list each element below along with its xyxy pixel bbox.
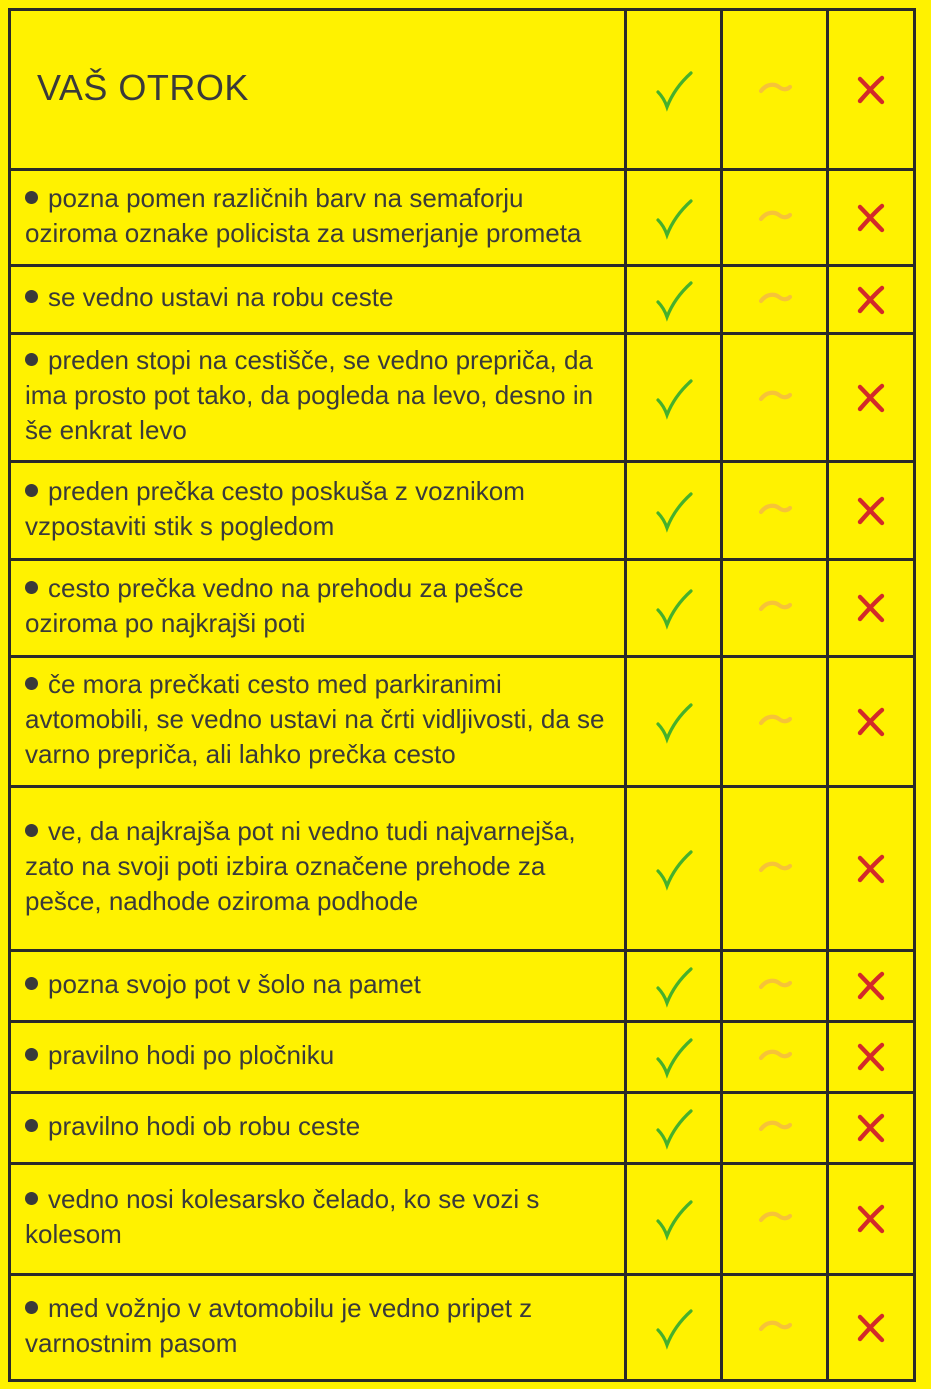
item-label: vedno nosi kolesarsko čelado, ko se vozi s kolesom: [25, 1184, 540, 1249]
item-label: ve, da najkrajša pot ni vedno tudi najvarnejša, zato na svoji poti izbira označene prehode za pešce, nadhode oziroma podhode: [25, 816, 576, 916]
rating-cell-cross[interactable]: [829, 8, 916, 171]
check-icon: [652, 847, 696, 891]
bullet-icon: [25, 581, 38, 594]
rating-cell-cross[interactable]: [829, 1094, 916, 1165]
rating-cell-cross[interactable]: [829, 658, 916, 788]
cross-icon: [849, 278, 893, 322]
list-item: [25, 343, 610, 448]
check-icon: [652, 586, 696, 630]
rating-cell-check[interactable]: [627, 1094, 723, 1165]
rating-cell-cross[interactable]: [829, 561, 916, 658]
rating-cell-tilde[interactable]: [723, 1276, 829, 1382]
cross-icon: [849, 964, 893, 1008]
rating-cell-tilde[interactable]: [723, 788, 829, 952]
item-label: če mora prečkati cesto med parkiranimi avtomobili, se vedno ustavi na črti vidljivosti, da se varno prepriča, ali lahko prečka cesto: [25, 669, 605, 769]
check-icon: [652, 1306, 696, 1350]
rating-cell-cross[interactable]: [829, 171, 916, 267]
list-item: [25, 474, 610, 544]
bullet-icon: [25, 677, 38, 690]
rating-cell-cross[interactable]: [829, 463, 916, 561]
rating-cell-cross[interactable]: [829, 267, 916, 335]
check-icon: [652, 68, 696, 112]
rating-cell-tilde[interactable]: [723, 561, 829, 658]
table-row: [8, 267, 627, 335]
check-icon: [652, 700, 696, 744]
tilde-icon: [753, 1035, 797, 1079]
rating-cell-check[interactable]: [627, 267, 723, 335]
rating-cell-tilde[interactable]: [723, 8, 829, 171]
cross-icon: [849, 376, 893, 420]
cross-icon: [849, 1197, 893, 1241]
header-cell: [8, 8, 627, 171]
tilde-icon: [753, 700, 797, 744]
rating-cell-cross[interactable]: [829, 335, 916, 463]
rating-cell-tilde[interactable]: [723, 335, 829, 463]
rating-cell-tilde[interactable]: [723, 1023, 829, 1094]
tilde-icon: [753, 1197, 797, 1241]
rating-cell-tilde[interactable]: [723, 952, 829, 1023]
table-row: [8, 1165, 627, 1276]
item-label: pravilno hodi po pločniku: [48, 1039, 335, 1070]
rating-cell-check[interactable]: [627, 952, 723, 1023]
rating-cell-tilde[interactable]: [723, 463, 829, 561]
tilde-icon: [753, 847, 797, 891]
rating-cell-cross[interactable]: [829, 952, 916, 1023]
table-row: [8, 788, 627, 952]
table-row: [8, 952, 627, 1023]
cross-icon: [849, 196, 893, 240]
rating-cell-check[interactable]: [627, 1165, 723, 1276]
item-label: se vedno ustavi na robu ceste: [48, 282, 394, 312]
check-icon: [652, 1197, 696, 1241]
item-label: cesto prečka vedno na prehodu za pešce oziroma po najkrajši poti: [25, 573, 524, 638]
cross-icon: [849, 489, 893, 533]
rating-cell-check[interactable]: [627, 788, 723, 952]
rating-cell-check[interactable]: [627, 463, 723, 561]
bullet-icon: [25, 977, 38, 990]
rating-cell-cross[interactable]: [829, 788, 916, 952]
check-icon: [652, 376, 696, 420]
table-row: [8, 463, 627, 561]
cross-icon: [849, 68, 893, 112]
cross-icon: [849, 1035, 893, 1079]
table-row: [8, 335, 627, 463]
list-item: [25, 1038, 334, 1073]
tilde-icon: [753, 1306, 797, 1350]
bullet-icon: [25, 484, 38, 497]
item-label: pozna svojo pot v šolo na pamet: [48, 968, 421, 999]
checklist-table: [8, 8, 916, 1378]
tilde-icon: [753, 964, 797, 1008]
rating-cell-check[interactable]: [627, 1023, 723, 1094]
table-row: [8, 1023, 627, 1094]
table-row: [8, 1094, 627, 1165]
rating-cell-check[interactable]: [627, 8, 723, 171]
list-item: [25, 280, 393, 315]
tilde-icon: [753, 1106, 797, 1150]
list-item: [25, 814, 610, 919]
list-item: [25, 1182, 610, 1252]
rating-cell-check[interactable]: [627, 658, 723, 788]
item-label: preden prečka cesto poskuša z voznikom vzpostaviti stik s pogledom: [25, 475, 525, 541]
table-title: VAŠ OTROK: [37, 67, 249, 108]
table-row: [8, 171, 627, 267]
list-item: [25, 967, 421, 1002]
rating-cell-tilde[interactable]: [723, 658, 829, 788]
bullet-icon: [25, 1192, 38, 1205]
tilde-icon: [753, 376, 797, 420]
tilde-icon: [753, 68, 797, 112]
rating-cell-check[interactable]: [627, 335, 723, 463]
rating-cell-cross[interactable]: [829, 1276, 916, 1382]
check-icon: [652, 1106, 696, 1150]
list-item: [25, 1109, 360, 1144]
rating-cell-cross[interactable]: [829, 1023, 916, 1094]
cross-icon: [849, 847, 893, 891]
list-item: [25, 1291, 610, 1361]
tilde-icon: [753, 586, 797, 630]
check-icon: [652, 964, 696, 1008]
rating-cell-tilde[interactable]: [723, 171, 829, 267]
rating-cell-tilde[interactable]: [723, 267, 829, 335]
item-label: med vožnjo v avtomobilu je vedno pripet z varnostnim pasom: [25, 1292, 533, 1358]
check-icon: [652, 196, 696, 240]
bullet-icon: [25, 1119, 38, 1132]
check-icon: [652, 278, 696, 322]
cross-icon: [849, 1306, 893, 1350]
rating-cell-tilde[interactable]: [723, 1094, 829, 1165]
table-row: [8, 658, 627, 788]
bullet-icon: [25, 1048, 38, 1061]
item-label: pravilno hodi ob robu ceste: [48, 1110, 361, 1141]
cross-icon: [849, 586, 893, 630]
rating-cell-cross[interactable]: [829, 1165, 916, 1276]
check-icon: [652, 1035, 696, 1079]
bullet-icon: [25, 353, 38, 366]
tilde-icon: [753, 278, 797, 322]
rating-cell-tilde[interactable]: [723, 1165, 829, 1276]
bullet-icon: [25, 1301, 38, 1314]
rating-cell-check[interactable]: [627, 561, 723, 658]
rating-cell-check[interactable]: [627, 171, 723, 267]
tilde-icon: [753, 196, 797, 240]
list-item: [25, 667, 610, 772]
list-item: [25, 571, 610, 641]
check-icon: [652, 489, 696, 533]
bullet-icon: [25, 290, 38, 303]
cross-icon: [849, 1106, 893, 1150]
item-label: preden stopi na cestišče, se vedno prepriča, da ima prosto pot tako, da pogleda na levo, desno in še enkrat levo: [25, 345, 594, 445]
table-row: [8, 1276, 627, 1382]
bullet-icon: [25, 191, 38, 204]
rating-cell-check[interactable]: [627, 1276, 723, 1382]
cross-icon: [849, 700, 893, 744]
table-row: [8, 561, 627, 658]
item-label: pozna pomen različnih barv na semaforju oziroma oznake policista za usmerjanje prometa: [25, 182, 582, 248]
tilde-icon: [753, 489, 797, 533]
bullet-icon: [25, 824, 38, 837]
list-item: [25, 181, 610, 251]
